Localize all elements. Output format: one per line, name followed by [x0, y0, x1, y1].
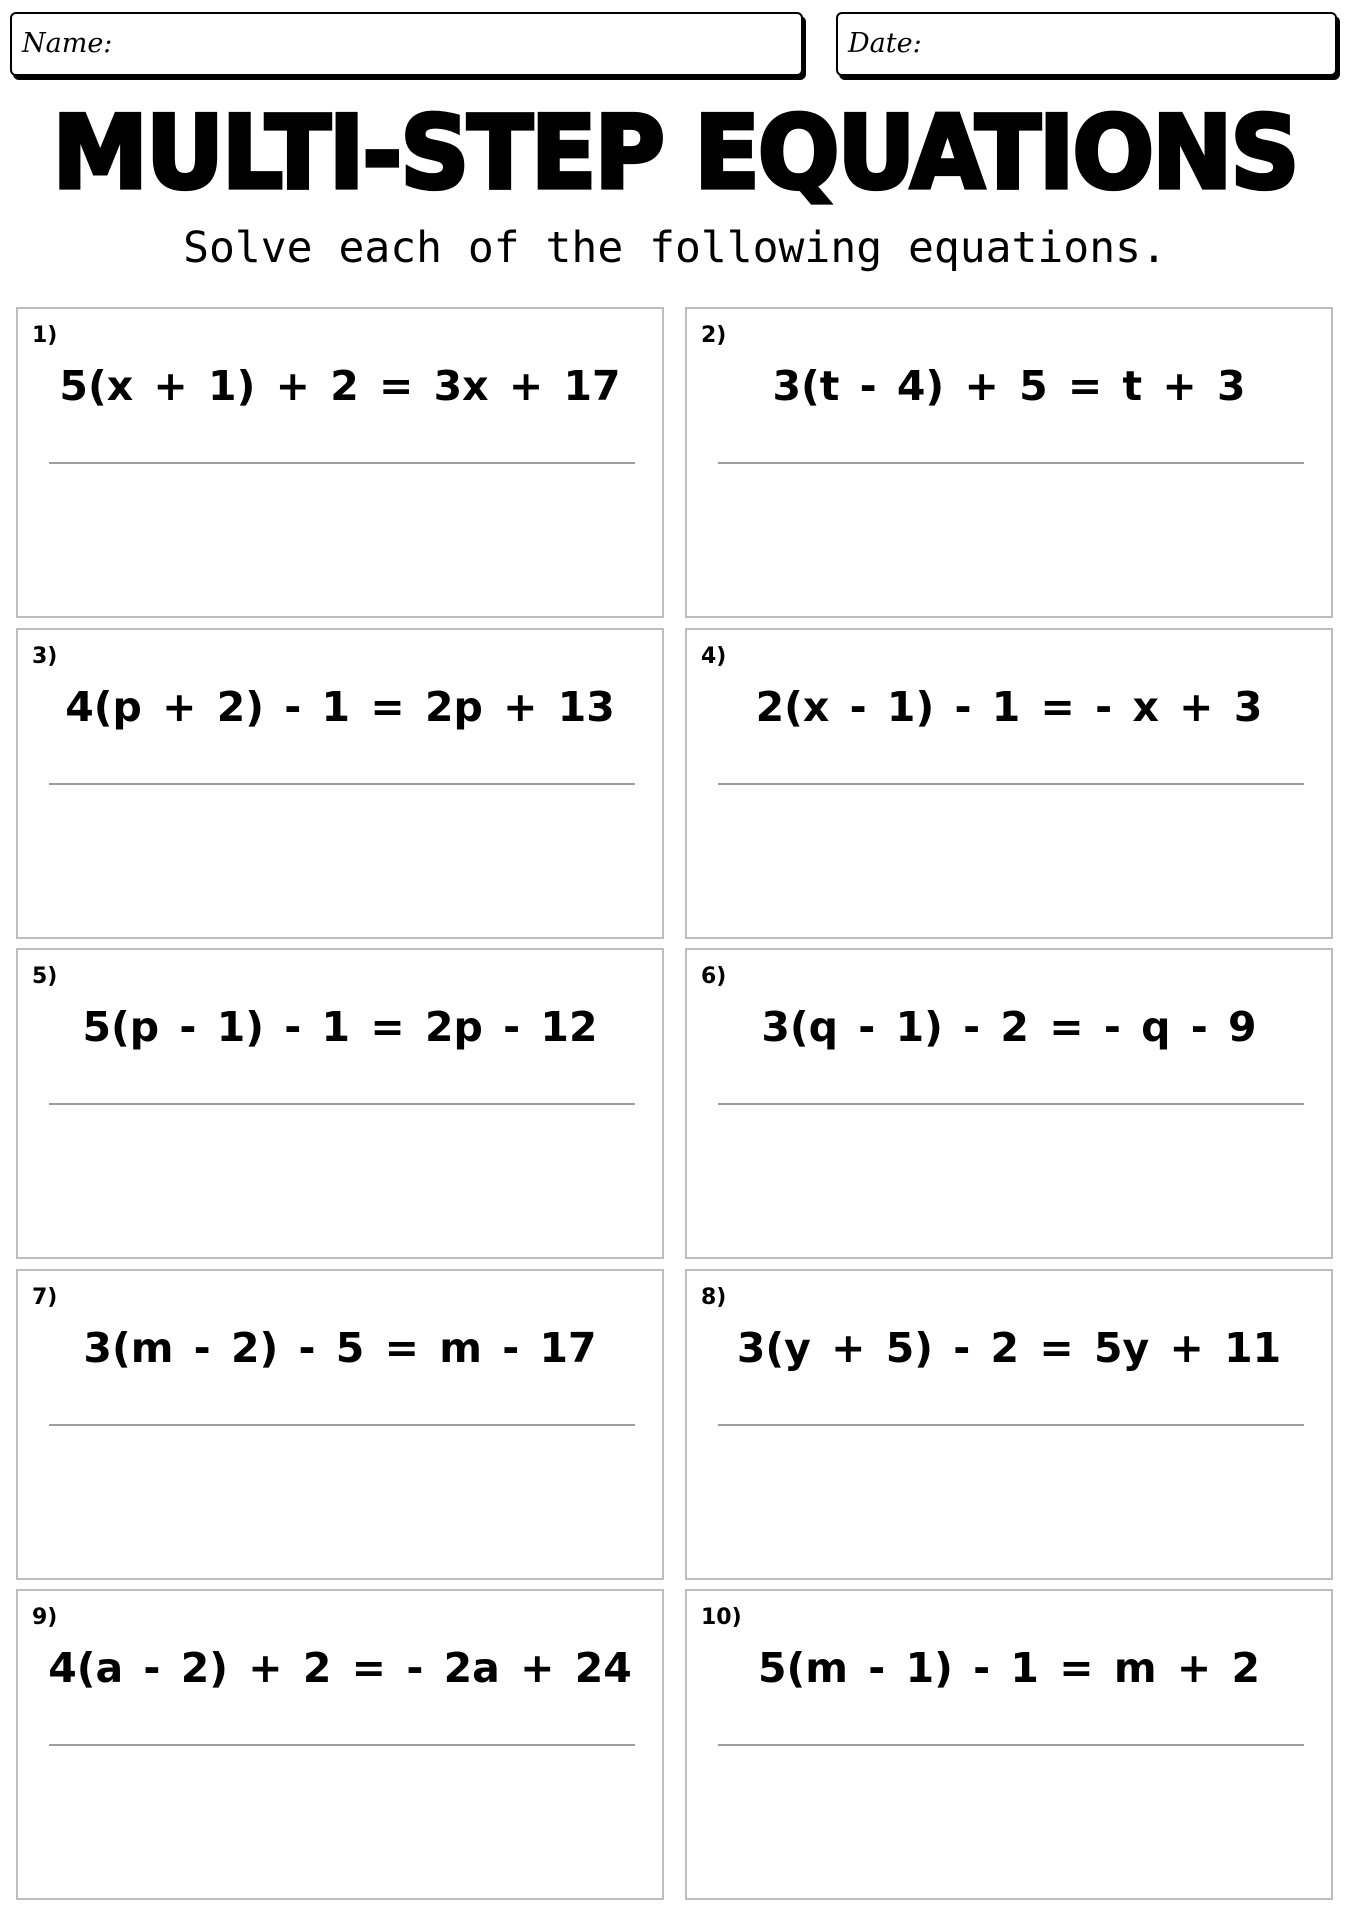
problem-number: 2) [701, 323, 727, 348]
answer-line[interactable] [49, 1744, 635, 1746]
problem-number: 1) [32, 323, 58, 348]
answer-line[interactable] [49, 1424, 635, 1426]
equation: 3(q - 1) - 2 = - q - 9 [761, 1003, 1257, 1051]
problem-number: 10) [701, 1605, 742, 1630]
problem-number: 9) [32, 1605, 58, 1630]
problem-number: 8) [701, 1285, 727, 1310]
answer-line[interactable] [718, 783, 1304, 785]
equation: 5(m - 1) - 1 = m + 2 [758, 1644, 1260, 1692]
equation: 4(p + 2) - 1 = 2p + 13 [65, 683, 615, 731]
equation: 2(x - 1) - 1 = - x + 3 [755, 683, 1263, 731]
problem-box-7 [16, 1269, 664, 1580]
problem-box-6 [685, 948, 1333, 1259]
problem-box-5 [16, 948, 664, 1259]
answer-line[interactable] [718, 1424, 1304, 1426]
answer-line[interactable] [49, 462, 635, 464]
problem-box-1 [16, 307, 664, 618]
problem-number: 7) [32, 1285, 58, 1310]
date-field[interactable] [836, 12, 1337, 76]
name-label: Name: [22, 28, 113, 59]
worksheet-title: MULTI-STEP EQUATIONS [52, 94, 1298, 212]
problem-box-8 [685, 1269, 1333, 1580]
answer-line[interactable] [718, 1103, 1304, 1105]
problem-box-4 [685, 628, 1333, 939]
date-label: Date: [848, 28, 922, 59]
problem-number: 6) [701, 964, 727, 989]
problem-number: 3) [32, 644, 58, 669]
answer-line[interactable] [49, 1103, 635, 1105]
problem-number: 5) [32, 964, 58, 989]
name-field[interactable] [10, 12, 803, 76]
equation: 3(y + 5) - 2 = 5y + 11 [736, 1324, 1282, 1372]
answer-line[interactable] [718, 1744, 1304, 1746]
problem-box-2 [685, 307, 1333, 618]
answer-line[interactable] [718, 462, 1304, 464]
equation: 4(a - 2) + 2 = - 2a + 24 [48, 1644, 632, 1692]
problem-box-9 [16, 1589, 664, 1900]
problem-box-3 [16, 628, 664, 939]
equation: 3(m - 2) - 5 = m - 17 [83, 1324, 597, 1372]
equation: 5(x + 1) + 2 = 3x + 17 [59, 362, 621, 410]
problem-box-10 [685, 1589, 1333, 1900]
problem-number: 4) [701, 644, 727, 669]
instructions: Solve each of the following equations. [183, 223, 1167, 273]
equation: 5(p - 1) - 1 = 2p - 12 [82, 1003, 598, 1051]
equation: 3(t - 4) + 5 = t + 3 [772, 362, 1246, 410]
answer-line[interactable] [49, 783, 635, 785]
